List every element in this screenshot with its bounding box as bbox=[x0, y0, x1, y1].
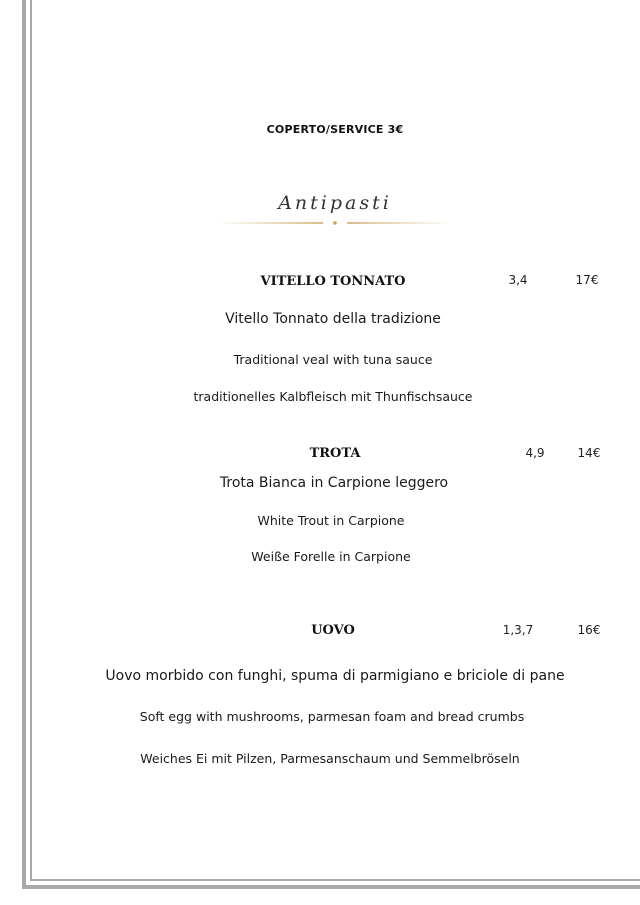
divider-line-right bbox=[347, 222, 453, 223]
dish-description-en-uovo: Soft egg with mushrooms, parmesan foam and bread crumbs bbox=[139, 709, 525, 724]
dish-price-vitello-tonnato: 17€ bbox=[575, 273, 599, 287]
section-divider bbox=[217, 216, 453, 230]
dish-allergens-trota: 4,9 bbox=[525, 446, 545, 460]
dish-price-trota: 14€ bbox=[577, 446, 601, 460]
dish-description-it-uovo: Uovo morbido con funghi, spuma di parmigiano e briciole di pane bbox=[105, 668, 565, 684]
dish-allergens-uovo: 1,3,7 bbox=[502, 623, 534, 637]
dish-description-en-vitello-tonnato: Traditional veal with tuna sauce bbox=[233, 352, 433, 367]
section-title: Antipasti bbox=[278, 192, 392, 214]
dish-description-de-uovo: Weiches Ei mit Pilzen, Parmesanschaum und Semmelbröseln bbox=[140, 751, 520, 766]
dish-description-en-trota: White Trout in Carpione bbox=[257, 513, 405, 528]
dish-name-trota: TROTA bbox=[309, 446, 361, 461]
dish-name-vitello-tonnato: VITELLO TONNATO bbox=[260, 274, 406, 289]
divider-dot bbox=[333, 221, 337, 225]
dish-price-uovo: 16€ bbox=[577, 623, 601, 637]
dish-description-de-trota: Weiße Forelle in Carpione bbox=[251, 549, 411, 564]
dish-description-de-vitello-tonnato: traditionelles Kalbfleisch mit Thunfischsauce bbox=[193, 389, 473, 404]
divider-line-left bbox=[217, 222, 323, 223]
service-charge-note: COPERTO/SERVICE 3€ bbox=[266, 123, 404, 136]
dish-allergens-vitello-tonnato: 3,4 bbox=[508, 273, 528, 287]
dish-description-it-vitello-tonnato: Vitello Tonnato della tradizione bbox=[225, 311, 441, 327]
dish-description-it-trota: Trota Bianca in Carpione leggero bbox=[219, 475, 449, 491]
dish-name-uovo: UOVO bbox=[311, 623, 355, 638]
